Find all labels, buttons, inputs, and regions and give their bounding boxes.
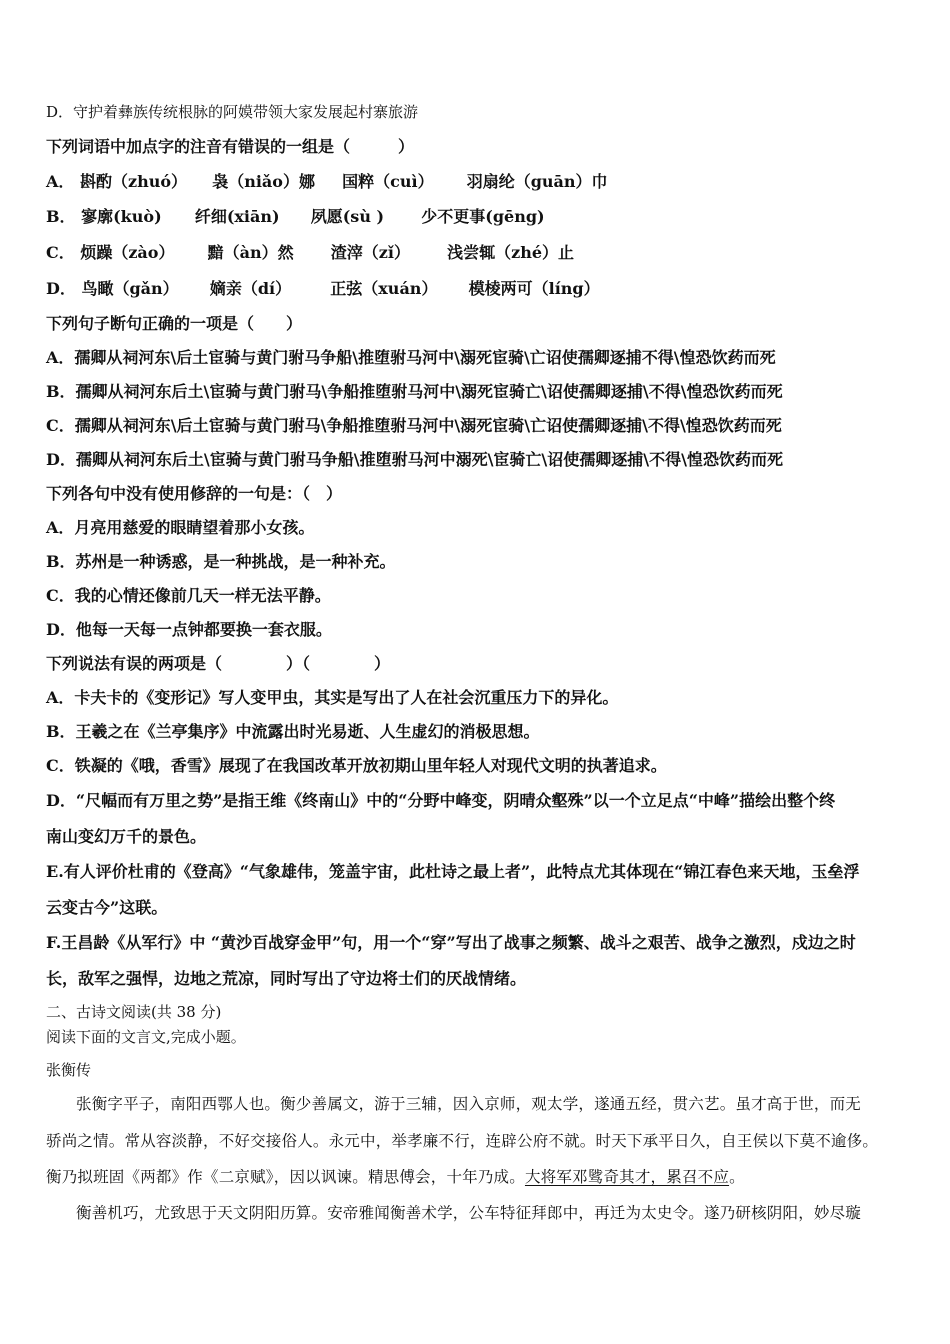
errors-option-b: B．王羲之在《兰亭集序》中流露出时光易逝、人生虚幻的消极思想。 [46, 722, 540, 741]
errors-option-e-line1: E.有人评价杜甫的《登高》“气象雄伟，笼盖宇宙，此杜诗之最上者”，此特点尤其体现在“锦江春色来天地，玉垒浮 [46, 862, 860, 881]
pinyin-option-c [46, 243, 574, 263]
option-item: 国粹（cuì） [342, 172, 434, 191]
pinyin-option-a [46, 172, 608, 192]
question-punct-stem: 下列句子断句正确的一项是（ ） [46, 314, 303, 333]
option-item: 黯（àn）然 [207, 243, 294, 262]
question-pinyin-stem: 下列词语中加点字的注音有错误的一组是（ ） [46, 137, 415, 156]
errors-option-d-line1: D．“尺幅而有万里之势”是指王维《终南山》中的“分野中峰变，阴晴众壑殊”以一个立足点“中峰”描绘出整个终 [46, 791, 836, 810]
passage-line-1: 张衡字平子，南阳西鄂人也。衡少善属文，游于三辅，因入京师，观太学，遂通五经，贯六艺。虽才高于世，而无 [76, 1095, 862, 1113]
errors-option-a: A．卡夫卡的《变形记》写人变甲虫，其实是写出了人在社会沉重压力下的异化。 [46, 688, 619, 707]
passage-text: 衡乃拟班固《两都》作《二京赋》，因以讽谏。精思傅会，十年乃成。 [46, 1168, 525, 1186]
option-item: 嫡亲（dí） [209, 279, 292, 298]
passage-line-4: 衡善机巧，尤致思于天文阴阳历算。安帝雅闻衡善术学，公车特征拜郎中，再迁为太史令。遂乃研核阴阳，妙尽璇 [76, 1204, 862, 1222]
question-rhetoric-stem: 下列各句中没有使用修辞的一句是：（ ） [46, 484, 343, 503]
passage-title: 张衡传 [46, 1061, 92, 1079]
option-label: A． [46, 172, 75, 191]
rhetoric-option-d: D．他每一天每一点钟都要换一套衣服。 [46, 620, 332, 639]
errors-option-f-line1: F.王昌龄《从军行》中 “黄沙百战穿金甲”句，用一个“穿”写出了战事之频繁、战斗之艰苦、战争之激烈，戍边之时 [46, 933, 856, 952]
option-item: 渣滓（zǐ） [330, 243, 410, 262]
option-item: 寥廓(kuò) [81, 207, 162, 226]
option-item: 少不更事(gēng) [421, 207, 545, 226]
section-heading: 二、古诗文阅读(共 38 分) [46, 1003, 222, 1021]
passage-line-2: 骄尚之情。常从容淡静，不好交接俗人。永元中，举孝廉不行，连辟公府不就。时天下承平日久，自王侯以下莫不逾侈。 [46, 1132, 879, 1150]
option-label: B． [46, 207, 76, 226]
option-item: 浅尝辄（zhé）止 [447, 243, 575, 262]
option-item: 模棱两可（líng） [468, 279, 600, 298]
rhetoric-option-c: C．我的心情还像前几天一样无法平静。 [46, 586, 331, 605]
option-item: 鸟瞰（gǎn） [81, 279, 179, 298]
option-item: 斟酌（zhuó） [80, 172, 188, 191]
rhetoric-option-b: B．苏州是一种诱惑，是一种挑战，是一种补充。 [46, 552, 396, 571]
punct-option-a: A．孺卿从祠河东\后土宦骑与黄门驸马争船\推堕驸马河中\溺死宦骑\亡诏使孺卿逐捕不得\惶恐饮药而死 [46, 348, 776, 367]
option-item: 烦躁（zào） [80, 243, 175, 262]
punct-option-c: C．孺卿从祠河东\后土宦骑与黄门驸马\争船推堕驸马河中\溺死宦骑\亡诏使孺卿逐捕\不得\惶恐饮药而死 [46, 416, 782, 435]
errors-option-e-line2: 云变古今”这联。 [46, 898, 168, 917]
pinyin-option-d [46, 279, 600, 299]
top-option-d: D．守护着彝族传统根脉的阿嫫带领大家发展起村寨旅游 [46, 103, 419, 121]
passage-line-3 [46, 1167, 745, 1187]
question-errors-stem: 下列说法有误的两项是（ ）（ ） [46, 654, 391, 673]
section-instruction: 阅读下面的文言文,完成小题。 [46, 1028, 246, 1046]
option-item: 正弦（xuán） [330, 279, 438, 298]
errors-option-d-line2: 南山变幻万千的景色。 [46, 827, 207, 846]
option-label: D． [46, 279, 76, 298]
pinyin-option-b [46, 207, 545, 227]
option-item: 纤细(xiān) [194, 207, 280, 226]
punct-option-d: D．孺卿从祠河东后土\宦骑与黄门驸马争船\推堕驸马河中溺死\宦骑亡\诏使孺卿逐捕\不得\惶恐饮药而死 [46, 450, 783, 469]
passage-text-end: 。 [729, 1168, 745, 1186]
punct-option-b: B．孺卿从祠河东后土\宦骑与黄门驸马\争船推堕驸马河中\溺死宦骑亡\诏使孺卿逐捕\不得\惶恐饮药而死 [46, 382, 783, 401]
option-item: 袅（niǎo）娜 [212, 172, 315, 191]
option-label: C． [46, 243, 75, 262]
errors-option-c: C．铁凝的《哦，香雪》展现了在我国改革开放初期山里年轻人对现代文明的执著追求。 [46, 756, 667, 775]
underlined-sentence: 大将军邓骘奇其才，累召不应 [524, 1168, 730, 1186]
rhetoric-option-a: A．月亮用慈爱的眼睛望着那小女孩。 [46, 518, 315, 537]
errors-option-f-line2: 长，敌军之强悍，边地之荒凉，同时写出了守边将士们的厌战情绪。 [46, 969, 527, 988]
option-item: 羽扇纶（guān）巾 [466, 172, 608, 191]
option-item: 夙愿(sù ) [310, 207, 385, 226]
